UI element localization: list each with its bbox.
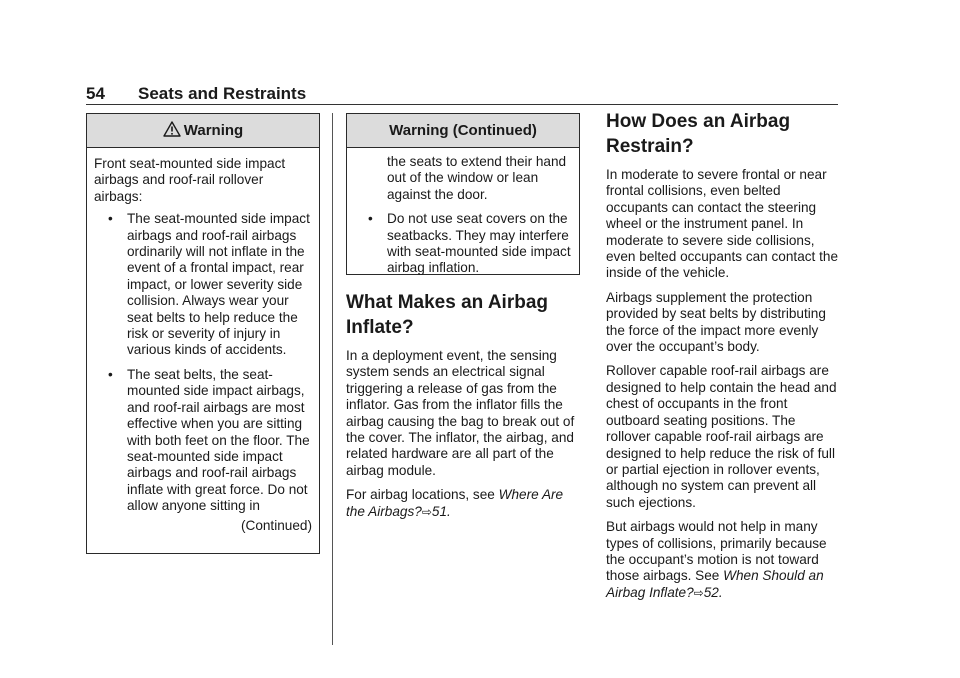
- bullet-text: The seat belts, the seat-mounted side impact airbags, and roof-rail airbags are most effective when you are sitting with both feet on the floor. The seat-mounted side impact airbags and roof-rail airbags inflate with great force. Do not allow anyone sitting in: [127, 366, 310, 514]
- warning-continued-header: [347, 114, 579, 148]
- warning-triangle-icon: [163, 121, 181, 137]
- paragraph: Rollover capable roof-rail airbags are designed to help contain the head and chest of occupants in the front outboard seating positions. The rollover capable roof-rail airbags are designed to help reduce the risk of full or partial ejection in rollover events, although no system can prevent all such ejections.: [606, 363, 837, 510]
- section-title: Seats and Restraints: [138, 84, 307, 103]
- warning-intro: Front seat-mounted side impact airbags and roof-rail rollover airbags:: [94, 156, 286, 204]
- page-arrow-icon: ⇨: [421, 504, 432, 519]
- header-rule: [86, 104, 838, 105]
- cross-reference-paragraph: [346, 487, 582, 520]
- paragraph: In a deployment event, the sensing system sends an electrical signal triggering a release of gas from the inflator. Gas from the inflator fills the airbag causing the bag to break out of the cover. The inflator, the airbag, and related hardware are all part of the airbag module.: [346, 348, 575, 478]
- bullet-text: Do not use seat covers on the seatbacks. They may interfere with seat-mounted side impact airbag inflation.: [387, 211, 571, 276]
- section-heading: What Makes an Airbag Inflate?: [346, 292, 549, 338]
- bullet-text: The seat-mounted side impact airbags and roof-rail airbags ordinarily will not inflate in the event of a frontal impact, rear impact, or lower severity side collision. Always wear your seat belts to help reduce the risk or severity of injury in various kinds of accidents.: [127, 211, 310, 358]
- paragraph: In moderate to severe frontal or near frontal collisions, even belted occupants can contact the steering wheel or the instrument panel. In moderate to severe side collisions, even belted occupants can contact the inside of the vehicle.: [606, 167, 839, 281]
- bullet-marker: •: [368, 211, 373, 227]
- warning-continued-title: Warning (Continued): [389, 122, 537, 139]
- cross-reference-paragraph: [606, 519, 842, 601]
- list-item: [94, 367, 312, 515]
- list-item: [354, 211, 572, 277]
- page-header: [86, 84, 838, 106]
- cross-reference-link[interactable]: Where Are the Airbags?: [346, 487, 564, 519]
- cross-reference-link[interactable]: When Should an Airbag Inflate?: [606, 568, 824, 600]
- section-restrain: [606, 109, 842, 601]
- warning-title: Warning: [183, 122, 244, 139]
- section-inflate: [346, 290, 582, 520]
- bullet-marker: •: [108, 211, 113, 227]
- page-reference[interactable]: 52.: [703, 584, 723, 600]
- warning-header: [87, 114, 319, 148]
- page-reference[interactable]: 51.: [431, 503, 451, 519]
- warning-box: [86, 113, 320, 554]
- column-divider: [332, 113, 333, 645]
- paragraph-text: For airbag locations, see: [346, 487, 499, 503]
- continued-label: (Continued): [240, 517, 312, 533]
- section-heading: How Does an Airbag Restrain?: [606, 111, 791, 157]
- page-arrow-icon: ⇨: [693, 585, 704, 600]
- page-number: 54: [86, 84, 105, 103]
- paragraph-text: But airbags would not help in many types of collisions, primarily because the occupant’s motion is not toward those airbags. See: [606, 519, 827, 584]
- continuation-text: the seats to extend their hand out of the window or lean against the door.: [387, 154, 567, 202]
- paragraph: Airbags supplement the protection provided by seat belts by distributing the force of the impact more evenly over the occupant’s body.: [606, 289, 826, 355]
- bullet-marker: •: [108, 366, 113, 382]
- warning-box-continued: [346, 113, 580, 275]
- list-item: [94, 211, 312, 359]
